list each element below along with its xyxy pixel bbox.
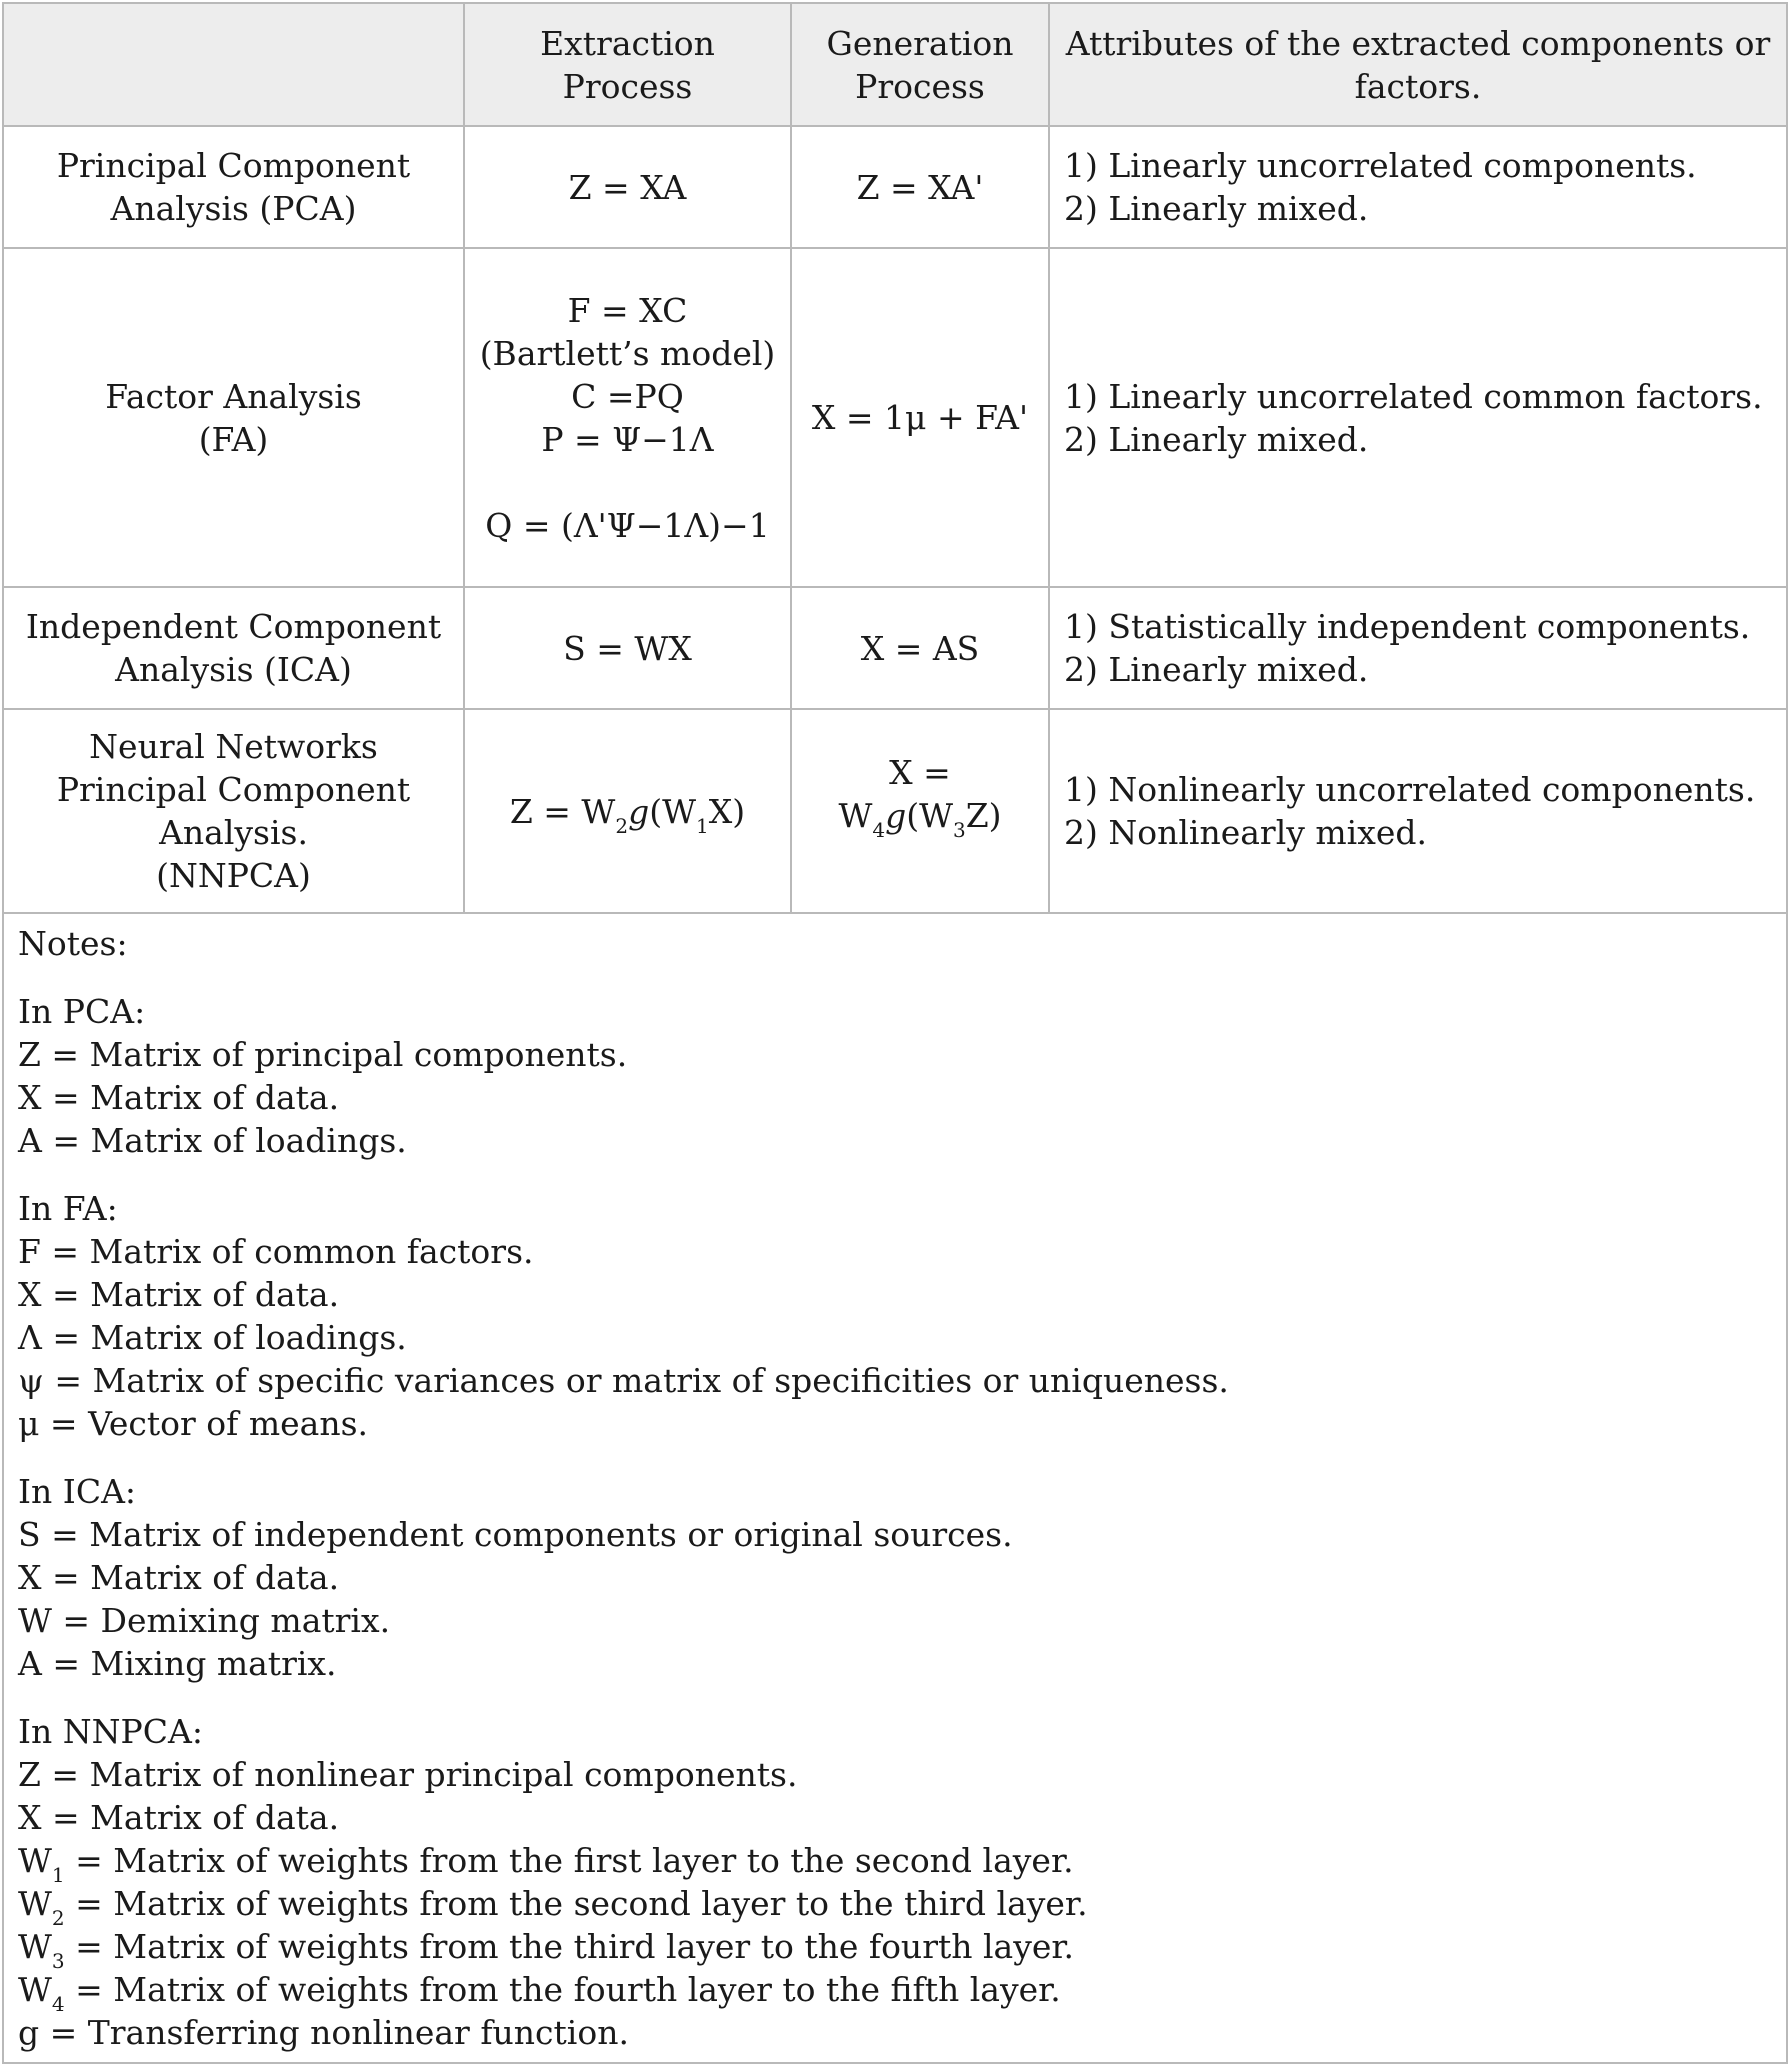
notes-line: A = Mixing matrix. bbox=[18, 1644, 337, 1683]
method-cell bbox=[3, 248, 464, 587]
notes-line: A = Matrix of loadings. bbox=[18, 1121, 407, 1160]
attribute-line: 2) Linearly mixed. bbox=[1064, 650, 1369, 689]
generation-formula: X = AS bbox=[860, 628, 980, 668]
subscript: 2 bbox=[615, 813, 629, 838]
header-generation bbox=[791, 3, 1049, 126]
method-line: Independent Component bbox=[25, 607, 442, 646]
attribute-line: 2) Nonlinearly mixed. bbox=[1064, 813, 1427, 852]
attribute-line: 1) Statistically independent components. bbox=[1064, 607, 1751, 646]
weight-description: = Matrix of weights from the first layer to the second layer. bbox=[64, 1841, 1074, 1880]
method-cell bbox=[3, 709, 464, 913]
method-line: (FA) bbox=[198, 419, 269, 459]
extraction-cell bbox=[464, 709, 791, 913]
header-extraction bbox=[464, 3, 791, 126]
extraction-formula: S = WX bbox=[563, 628, 692, 668]
function-symbol: g bbox=[628, 791, 650, 831]
header-attributes-line-1: Attributes of the extracted components or bbox=[1065, 23, 1771, 63]
notes-group-title: In NNPCA: bbox=[18, 1712, 203, 1751]
notes-line: Z = Matrix of principal components. bbox=[18, 1035, 628, 1074]
generation-cell bbox=[791, 126, 1049, 248]
weight-description: = Matrix of weights from the third layer to the fourth layer. bbox=[64, 1927, 1075, 1966]
notes-line: W = Demixing matrix. bbox=[18, 1601, 391, 1640]
method-line: (NNPCA) bbox=[156, 856, 311, 895]
extraction-formula: (Bartlett’s model) bbox=[479, 333, 776, 373]
header-attributes bbox=[1049, 3, 1787, 126]
extraction-formula: P = Ψ−1Λ bbox=[541, 419, 714, 459]
generation-formula bbox=[806, 751, 1034, 842]
formula-part: X = W bbox=[838, 753, 951, 835]
attribute-line: 2) Linearly mixed. bbox=[1064, 189, 1369, 228]
weight-description: = Matrix of weights from the second layer to the third layer. bbox=[64, 1884, 1088, 1923]
method-line: Principal Component bbox=[56, 146, 411, 185]
weight-symbol: W bbox=[18, 1927, 52, 1966]
generation-cell bbox=[791, 587, 1049, 709]
notes-line: g = Transferring nonlinear function. bbox=[18, 2013, 629, 2052]
subscript: 1 bbox=[696, 813, 709, 838]
generation-cell bbox=[791, 248, 1049, 587]
subscript: 4 bbox=[872, 818, 886, 842]
table-row-fa bbox=[3, 248, 1787, 587]
notes-group-nnpca bbox=[18, 1710, 1772, 2054]
method-cell bbox=[3, 126, 464, 248]
extraction-formula bbox=[479, 790, 776, 838]
attributes-cell bbox=[1049, 126, 1787, 248]
notes-line: ψ = Matrix of specific variances or matrix of specificities or uniqueness. bbox=[18, 1361, 1229, 1400]
subscript: 1 bbox=[51, 1863, 65, 1887]
subscript: 4 bbox=[51, 1992, 65, 2016]
notes-line: μ = Vector of means. bbox=[18, 1404, 369, 1443]
extraction-cell bbox=[464, 126, 791, 248]
notes-line: X = Matrix of data. bbox=[18, 1078, 340, 1117]
formula-part: Z) bbox=[965, 796, 1002, 835]
formula-part: X) bbox=[708, 791, 746, 831]
extraction-formula: F = XC bbox=[567, 290, 688, 330]
header-generation-line-2: Process bbox=[855, 66, 985, 106]
notes-row bbox=[3, 913, 1787, 2063]
subscript: 3 bbox=[953, 818, 966, 842]
notes-line-weight bbox=[18, 1839, 1772, 1887]
method-line: Analysis (PCA) bbox=[110, 189, 357, 228]
formula-part: (W bbox=[906, 796, 954, 835]
weight-symbol: W bbox=[18, 1841, 52, 1880]
table-row-ica bbox=[3, 587, 1787, 709]
notes-group-title: In PCA: bbox=[18, 992, 146, 1031]
extraction-formula: Z = XA bbox=[568, 167, 687, 207]
header-attributes-line-2: factors. bbox=[1354, 66, 1482, 106]
generation-formula: Z = XA' bbox=[856, 167, 984, 207]
attribute-line: 1) Linearly uncorrelated common factors. bbox=[1064, 376, 1763, 416]
function-symbol: g bbox=[885, 796, 907, 835]
method-line: Principal Component bbox=[56, 770, 411, 809]
header-generation-line-1: Generation bbox=[826, 23, 1014, 63]
attributes-cell bbox=[1049, 248, 1787, 587]
notes-line: F = Matrix of common factors. bbox=[18, 1232, 534, 1271]
header-extraction-text: Extraction Process bbox=[540, 23, 715, 106]
table-row-nnpca bbox=[3, 709, 1787, 913]
notes-line-weight bbox=[18, 1925, 1772, 1973]
extraction-cell bbox=[464, 587, 791, 709]
subscript: 3 bbox=[51, 1949, 65, 1973]
extraction-cell bbox=[464, 248, 791, 587]
extraction-formula: Q = (Λ'Ψ−1Λ)−1 bbox=[485, 505, 770, 545]
notes-line-weight bbox=[18, 1882, 1772, 1930]
notes-group-pca bbox=[18, 990, 1772, 1162]
notes-group-fa bbox=[18, 1187, 1772, 1445]
method-line: Analysis (ICA) bbox=[115, 650, 352, 689]
header-method bbox=[3, 3, 464, 126]
notes-group-title: In FA: bbox=[18, 1189, 118, 1228]
notes-line: X = Matrix of data. bbox=[18, 1798, 340, 1837]
attributes-cell bbox=[1049, 587, 1787, 709]
blank-line bbox=[479, 461, 776, 504]
notes-line: Z = Matrix of nonlinear principal components. bbox=[18, 1755, 798, 1794]
notes-line: Λ = Matrix of loadings. bbox=[18, 1318, 407, 1357]
method-line: Analysis. bbox=[159, 813, 308, 852]
extraction-formula: C =PQ bbox=[571, 376, 684, 416]
formula-part: (W bbox=[649, 791, 697, 831]
notes-line: X = Matrix of data. bbox=[18, 1275, 340, 1314]
weight-symbol: W bbox=[18, 1884, 52, 1923]
attribute-line: 2) Linearly mixed. bbox=[1064, 419, 1369, 459]
notes-line: X = Matrix of data. bbox=[18, 1558, 340, 1597]
notes-group-ica bbox=[18, 1470, 1772, 1685]
notes-heading: Notes: bbox=[18, 924, 128, 963]
notes-group-title: In ICA: bbox=[18, 1472, 137, 1511]
notes-cell bbox=[3, 913, 1787, 2063]
method-cell bbox=[3, 587, 464, 709]
formula-part: Z = W bbox=[509, 791, 616, 831]
generation-formula: X = 1μ + FA' bbox=[811, 398, 1029, 437]
weight-symbol: W bbox=[18, 1970, 52, 2009]
comparison-table bbox=[2, 2, 1788, 2064]
notes-line: S = Matrix of independent components or original sources. bbox=[18, 1515, 1013, 1554]
method-line: Neural Networks bbox=[89, 727, 378, 766]
attributes-cell bbox=[1049, 709, 1787, 913]
header-row bbox=[3, 3, 1787, 126]
table-row-pca bbox=[3, 126, 1787, 248]
attribute-line: 1) Linearly uncorrelated components. bbox=[1064, 146, 1697, 185]
weight-description: = Matrix of weights from the fourth layer to the fifth layer. bbox=[64, 1970, 1061, 2009]
subscript: 2 bbox=[51, 1906, 65, 1930]
attribute-line: 1) Nonlinearly uncorrelated components. bbox=[1064, 770, 1756, 809]
generation-cell bbox=[791, 709, 1049, 913]
method-line: Factor Analysis bbox=[105, 376, 362, 416]
notes-line-weight bbox=[18, 1968, 1772, 2016]
